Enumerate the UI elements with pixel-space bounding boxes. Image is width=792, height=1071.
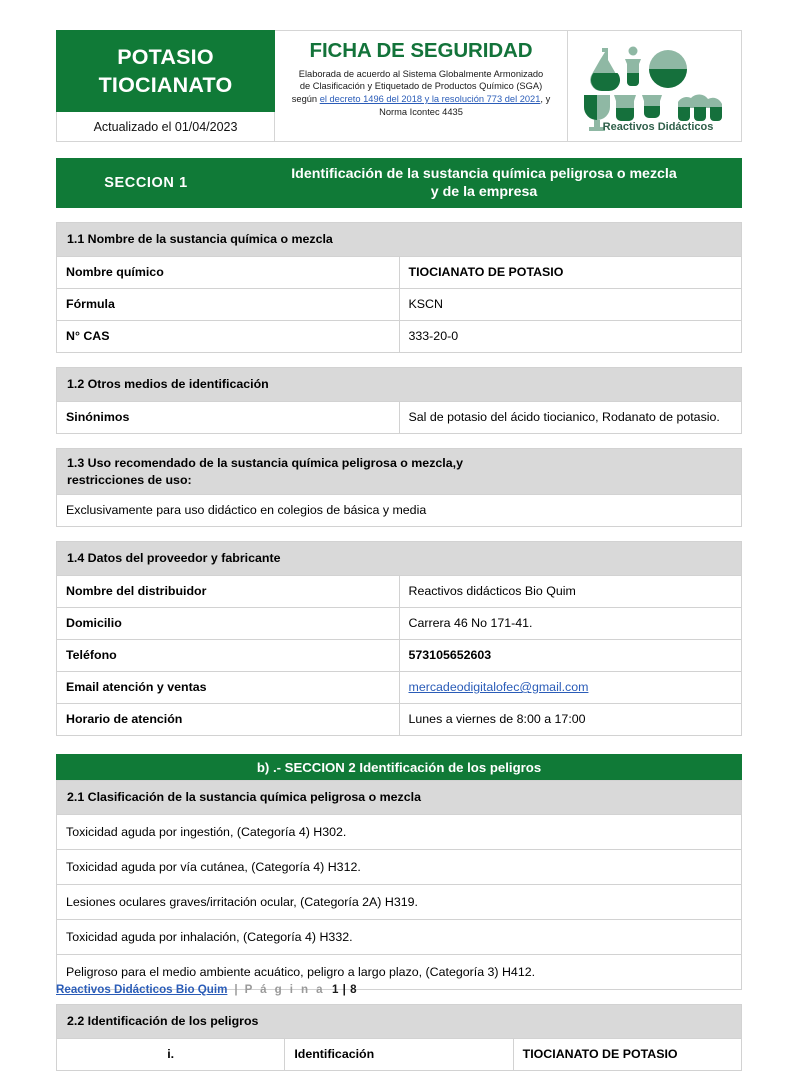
- row-label: Teléfono: [57, 640, 400, 672]
- section-1-title: [236, 165, 732, 201]
- table-header-row: [57, 223, 742, 257]
- sheet-subtitle: [283, 68, 559, 119]
- subtitle-suffix: , y Norma Icontec 4435: [379, 94, 551, 118]
- table-1-2: [56, 367, 742, 434]
- document-header: [56, 30, 742, 142]
- heading-1-2: 1.2 Otros medios de identificación: [57, 368, 742, 402]
- table-row: [57, 815, 742, 850]
- logo-tagline-text: Reactivos Didácticos: [602, 121, 713, 132]
- row-label: Identificación: [285, 1039, 513, 1071]
- row-label: Nombre del distribuidor: [57, 576, 400, 608]
- row-value: TIOCIANATO DE POTASIO: [399, 257, 742, 289]
- subtitle-prefix: según: [291, 94, 320, 105]
- product-title-line1: POTASIO: [117, 44, 214, 69]
- footer-page-number: 1 | 8: [331, 983, 358, 996]
- bioquim-logo: [580, 40, 730, 132]
- table-row: [57, 289, 742, 321]
- section-1-number: SECCION 1: [104, 175, 188, 191]
- table-row: [57, 850, 742, 885]
- row-label: Sinónimos: [57, 402, 400, 434]
- subtitle-line1: Elaborada de acuerdo al Sistema Globalmente Armonizado: [298, 68, 544, 79]
- table-row: [57, 608, 742, 640]
- table-2-1: [56, 780, 742, 990]
- table-header-row: [57, 368, 742, 402]
- table-row: [57, 495, 742, 527]
- header-product-block: [56, 30, 275, 142]
- row-value: 573105652603: [399, 640, 742, 672]
- row-label: Horario de atención: [57, 704, 400, 736]
- footer-page-word: P á g i n a: [244, 983, 325, 996]
- table-row: [57, 885, 742, 920]
- row-value: KSCN: [399, 289, 742, 321]
- table-row: [57, 576, 742, 608]
- section-1-banner: [56, 158, 742, 208]
- table-row: [57, 1039, 742, 1071]
- hazard-statement: Toxicidad aguda por inhalación, (Categoría 4) H332.: [57, 920, 742, 955]
- heading-1-3-line1: 1.3 Uso recomendado de la sustancia química peligrosa o mezcla,y: [67, 456, 463, 470]
- table-row: [57, 321, 742, 353]
- heading-1-4: 1.4 Datos del proveedor y fabricante: [57, 542, 742, 576]
- table-1-3: [56, 448, 742, 527]
- row-index: i.: [57, 1039, 285, 1071]
- row-label: N° CAS: [57, 321, 400, 353]
- row-value: Carrera 46 No 171-41.: [399, 608, 742, 640]
- hazard-statement: Toxicidad aguda por vía cutánea, (Categoría 4) H312.: [57, 850, 742, 885]
- row-value: TIOCIANATO DE POTASIO: [513, 1039, 741, 1071]
- heading-1-3-line2: restricciones de uso:: [67, 472, 192, 487]
- hazard-statement: Toxicidad aguda por ingestión, (Categoría 4) H302.: [57, 815, 742, 850]
- decree-link[interactable]: el decreto 1496 del 2018 y la resolución 773 del 2021: [319, 94, 541, 105]
- table-row: [57, 257, 742, 289]
- table-row: [57, 920, 742, 955]
- content-1-3: Exclusivamente para uso didáctico en colegios de básica y media: [57, 495, 742, 527]
- table-2-2: [56, 1004, 742, 1071]
- section-2-banner: [56, 754, 742, 780]
- email-link[interactable]: mercadeodigitalofec@gmail.com: [408, 680, 589, 695]
- section-2-title: b) .- SECCION 2 Identificación de los peligros: [256, 759, 542, 775]
- section-1-title-line1: Identificación de la sustancia química peligrosa o mezcla: [291, 165, 677, 182]
- subtitle-line2: de Clasificación y Etiquetado de Productos Químico (SGA): [299, 81, 543, 92]
- heading-2-1: 2.1 Clasificación de la sustancia química peligrosa o mezcla: [57, 781, 742, 815]
- page-footer: [56, 983, 742, 996]
- section-1-title-line2: y de la empresa: [430, 184, 538, 200]
- updated-date: Actualizado el 01/04/2023: [56, 112, 275, 142]
- hazard-statement: Lesiones oculares graves/irritación ocular, (Categoría 2A) H319.: [57, 885, 742, 920]
- product-title-line2: TIOCIANATO: [98, 73, 233, 97]
- heading-1-3: [57, 449, 742, 495]
- table-header-row: [57, 1005, 742, 1039]
- row-value-email: [399, 672, 742, 704]
- header-sheet-info: [275, 30, 568, 142]
- header-logo-cell: [568, 30, 742, 142]
- table-row: [57, 402, 742, 434]
- heading-1-1: 1.1 Nombre de la sustancia química o mezcla: [57, 223, 742, 257]
- logo-glassware-bio: [590, 47, 687, 92]
- table-header-row: [57, 781, 742, 815]
- product-title: [56, 30, 275, 112]
- table-header-row: [57, 449, 742, 495]
- table-row: [57, 704, 742, 736]
- footer-company-link[interactable]: Reactivos Didácticos Bio Quim: [56, 983, 228, 996]
- row-label: Email atención y ventas: [57, 672, 400, 704]
- table-1-1: [56, 222, 742, 353]
- row-label: Nombre químico: [57, 257, 400, 289]
- table-row: [57, 640, 742, 672]
- footer-divider: |: [234, 983, 238, 996]
- row-label: Fórmula: [57, 289, 400, 321]
- row-value: Sal de potasio del ácido tiocianico, Rodanato de potasio.: [399, 402, 742, 434]
- table-row: [57, 672, 742, 704]
- row-label: Domicilio: [57, 608, 400, 640]
- hazard-statement: Peligroso para el medio ambiente acuático, peligro a largo plazo, (Categoría 3) H412.: [57, 955, 742, 990]
- sheet-title: FICHA DE SEGURIDAD: [309, 39, 533, 62]
- row-value: 333-20-0: [399, 321, 742, 353]
- row-value: Reactivos didácticos Bio Quim: [399, 576, 742, 608]
- heading-2-2: 2.2 Identificación de los peligros: [57, 1005, 742, 1039]
- table-header-row: [57, 542, 742, 576]
- row-value: Lunes a viernes de 8:00 a 17:00: [399, 704, 742, 736]
- table-1-4: [56, 541, 742, 736]
